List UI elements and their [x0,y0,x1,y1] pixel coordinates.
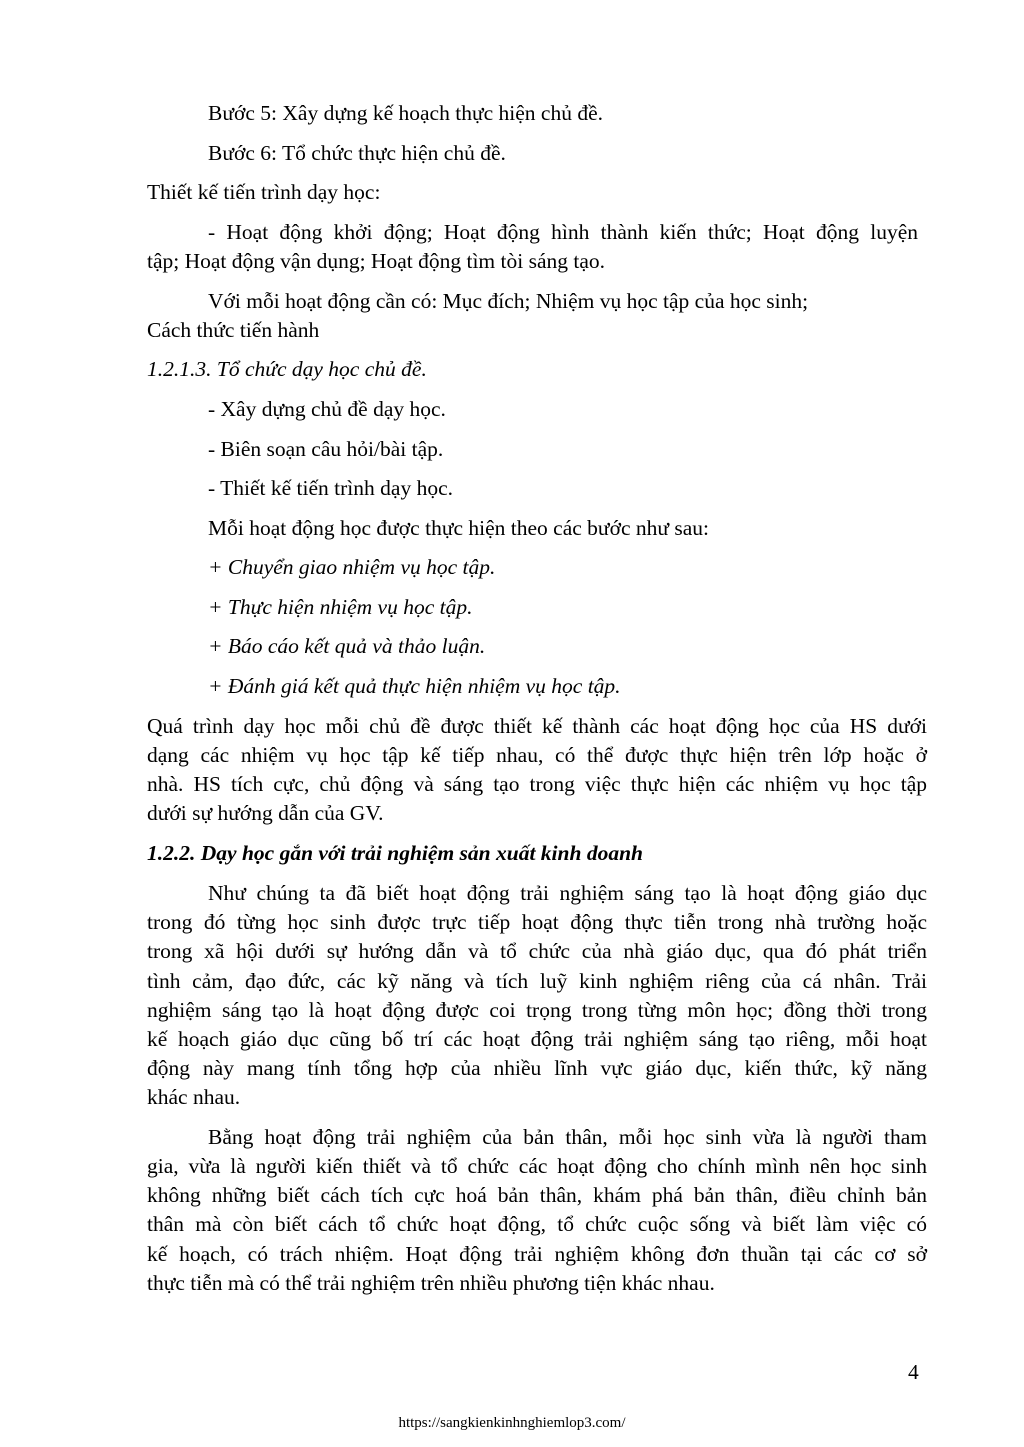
text-line: dưới sự hướng dẫn của GV. [147,801,384,825]
list-item: + Báo cáo kết quả và thảo luận. [208,634,486,658]
text-line: khác nhau. [147,1085,241,1109]
text-line: Với mỗi hoạt động cần có: Mục đích; Nhiệm vụ học tập của học sinh; [208,289,809,313]
text-line: không những biết cách tích cực hoá bản thân, khám phá bản thân, điều chỉnh bản [147,1183,927,1207]
text-line: nghiệm sáng tạo là hoạt động được coi trọng trong từng môn học; đồng thời trong [147,998,927,1022]
list-item: + Đánh giá kết quả thực hiện nhiệm vụ học tập. [208,674,621,698]
page-number: 4 [908,1360,919,1384]
text-line: Như chúng ta đã biết hoạt động trải nghiệm sáng tạo là hoạt động giáo dục [208,881,927,905]
text-line: thực tiễn mà có thể trải nghiệm trên nhiều phương tiện khác nhau. [147,1271,715,1295]
list-item: - Xây dựng chủ đề dạy học. [208,397,446,421]
text-line: dạng các nhiệm vụ học tập kế tiếp nhau, có thể được thực hiện trên lớp hoặc ở [147,743,927,767]
text-line: động này mang tính tổng hợp của nhiều lĩnh vực giáo dục, kiến thức, kỹ năng [147,1056,927,1080]
list-item: - Biên soạn câu hỏi/bài tập. [208,437,444,461]
section-heading: 1.2.1.3. Tổ chức dạy học chủ đề. [147,357,427,381]
text-line: Mỗi hoạt động học được thực hiện theo các bước như sau: [208,516,710,540]
text-line: Cách thức tiến hành [147,318,320,342]
text-line: kế hoạch, có trách nhiệm. Hoạt động trải nghiệm không đơn thuần tại các cơ sở [147,1242,927,1266]
section-heading: 1.2.2. Dạy học gắn với trải nghiệm sản xuất kinh doanh [147,841,643,865]
text-line: thân mà còn biết cách tổ chức hoạt động, tổ chức cuộc sống và biết làm việc có [147,1212,927,1236]
text-line: - Hoạt động khởi động; Hoạt động hình thành kiến thức; Hoạt động luyện [208,220,918,244]
text-line: Bước 5: Xây dựng kế hoạch thực hiện chủ đề. [208,101,603,125]
text-line: gia, vừa là người kiến thiết và tổ chức các hoạt động cho chính mình nên học sinh [147,1154,927,1178]
list-item: - Thiết kế tiến trình dạy học. [208,476,453,500]
text-line: Bằng hoạt động trải nghiệm của bản thân, mỗi học sinh vừa là người tham [208,1125,927,1149]
text-line: Bước 6: Tổ chức thực hiện chủ đề. [208,141,506,165]
text-line: Thiết kế tiến trình dạy học: [147,180,381,204]
list-item: + Chuyển giao nhiệm vụ học tập. [208,555,496,579]
text-line: tập; Hoạt động vận dụng; Hoạt động tìm tòi sáng tạo. [147,249,606,273]
text-line: tình cảm, đạo đức, các kỹ năng và tích luỹ kinh nghiệm riêng của cá nhân. Trải [147,969,927,993]
text-line: Quá trình dạy học mỗi chủ đề được thiết kế thành các hoạt động học của HS dưới [147,714,927,738]
list-item: + Thực hiện nhiệm vụ học tập. [208,595,473,619]
text-line: trong xã hội dưới sự hướng dẫn và tổ chức của nhà giáo dục, qua đó phát triển [147,939,927,963]
text-line: kế hoạch giáo dục cũng bố trí các hoạt động trải nghiệm sáng tạo riêng, mỗi hoạt [147,1027,927,1051]
text-line: trong đó từng học sinh được trực tiếp hoạt động thực tiễn trong nhà trường hoặc [147,910,927,934]
text-line: nhà. HS tích cực, chủ động và sáng tạo trong việc thực hiện các nhiệm vụ học tập [147,772,927,796]
footer-url: https://sangkienkinhnghiemlop3.com/ [398,1415,626,1431]
